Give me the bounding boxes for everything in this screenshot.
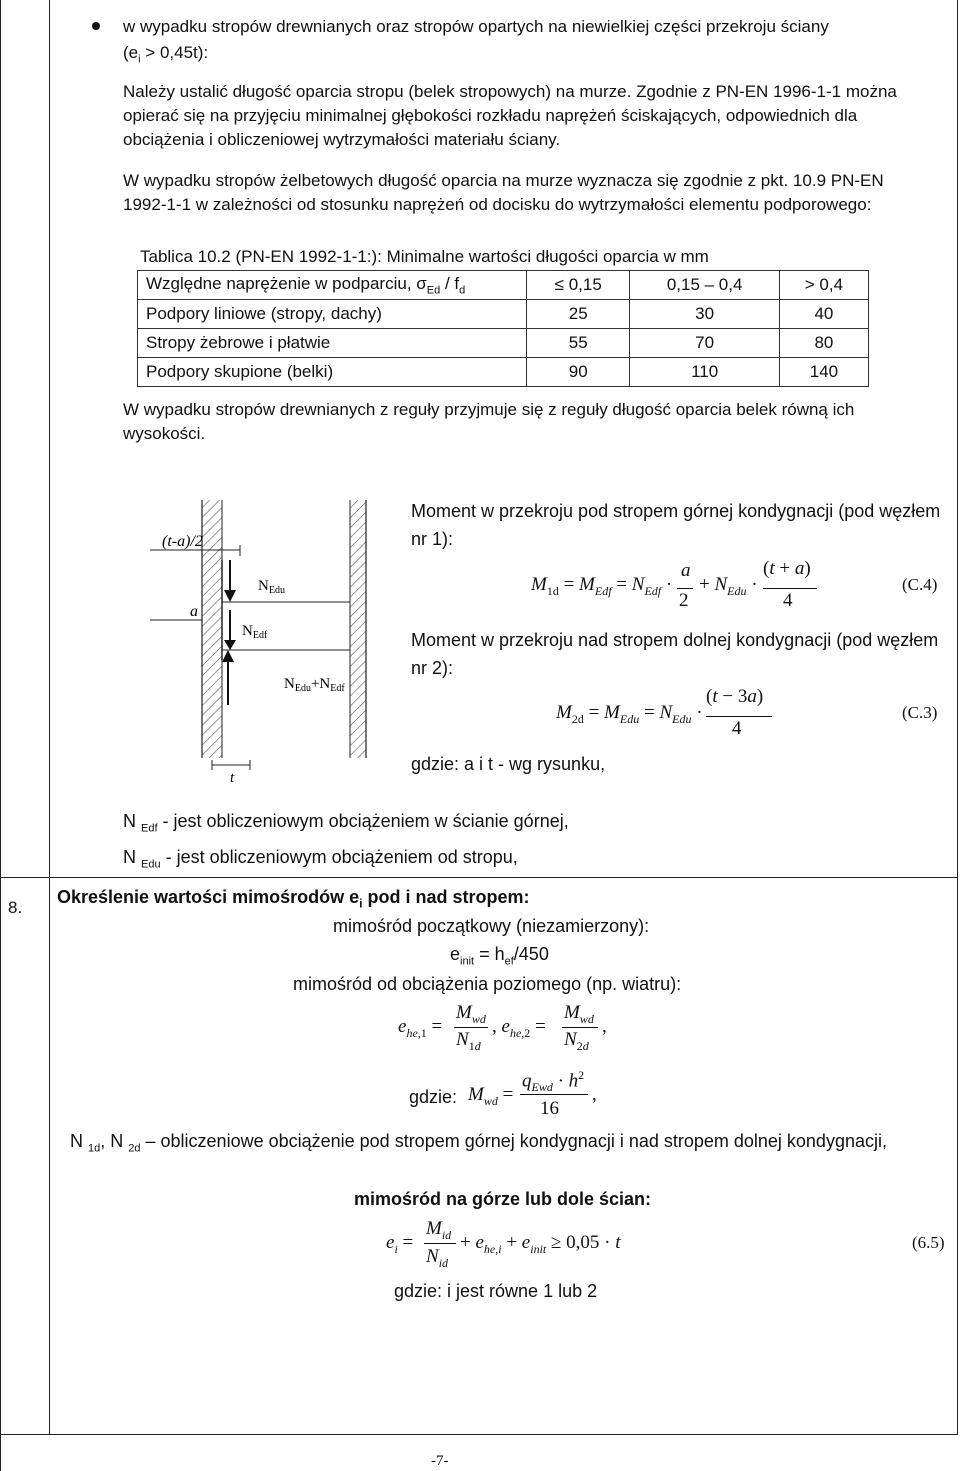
nedu-definition: N $_{Edu}$ - jest obliczeniowym obciążeniem od stropu, (123, 847, 518, 871)
bullet-line1: w wypadku stropów drewnianych oraz stropów opartych na niewielkiej części przekroju ściany (123, 17, 829, 36)
equation-65-number: (6.5) (912, 1233, 945, 1252)
moment2-title: Moment w przekroju nad stropem dolnej kondygnacji (pod węzłem nr 2): (411, 630, 939, 678)
label-nedu: $N_{Edu}$ (258, 578, 285, 596)
table-cell: 110 (630, 358, 779, 387)
table-row (138, 300, 869, 329)
table-header-cell: > 0,4 (779, 271, 868, 300)
arrow-nedu (224, 590, 236, 602)
top-bottom-eccentricity-title: mimośród na górze lub dole ścian: (354, 1189, 652, 1209)
equation-c4: $M_{1d} = M_{Edf} = N_{Edf}$ · a 2 + $N_{Edu}$ · (t + a) 4 (531, 560, 821, 620)
frame-right (957, 0, 958, 1435)
gdzie-mwd-label: gdzie: (409, 1087, 458, 1107)
gdzie-i: gdzie: i jest równe 1 lub 2 (394, 1281, 598, 1301)
label-a: a (190, 603, 198, 620)
bullet-line2: $(e_i > 0,45t)$: (123, 43, 209, 66)
equation-65: $e_i$ = $M_{id}$ $N_{id}$ + $e_{he,i} + e_{init} \ge 0,05 \cdot t$ (386, 1218, 621, 1270)
table-cell: 55 (527, 329, 630, 358)
table-cell: 30 (630, 300, 779, 329)
table-header-row (138, 271, 869, 300)
section8-title: Określenie wartości mimośrodów $e_i$ pod i nad stropem: (57, 887, 530, 911)
table-cell: 90 (527, 358, 630, 387)
table-cell: Podpory liniowe (stropy, dachy) (138, 300, 527, 329)
section-number: 8. (8, 898, 23, 917)
equation-ehe: $e_{he,1}$ = $M_{wd}$ $N_{1d}$ , $e_{he,2}$ = $M_{wd}$ $N_{2d}$ , (398, 1002, 607, 1053)
table-cell: 40 (779, 300, 868, 329)
support-length-table (137, 270, 869, 387)
wall-node-diagram (150, 490, 390, 790)
wall-hatch-left (202, 500, 222, 758)
label-sum: $N_{Edu}+N_{Edf}$ (284, 676, 345, 694)
einit-equation: $e_{init} = h_{ef}/450$ (450, 944, 549, 968)
label-nedf: $N_{Edf}$ (242, 623, 268, 641)
frame-bottom (0, 1434, 958, 1435)
label-t: t (230, 770, 235, 786)
page-number: -7- (431, 1453, 449, 1469)
table-cell: 25 (527, 300, 630, 329)
equation-c4-number: (C.4) (902, 575, 938, 594)
table-cell: 140 (779, 358, 868, 387)
moment1-title: Moment w przekroju pod stropem górnej kondygnacji (pod węzłem nr 1): (411, 501, 941, 549)
equation-c3: $M_{2d} = M_{Edu} = N_{Edu}$ · (t − 3a) 4 (556, 688, 796, 748)
equation-mwd: $M_{wd}$ = $q_{Ewd} \cdot h^2$ 16 , (468, 1068, 597, 1119)
table-header-cell: ≤ 0,15 (527, 271, 630, 300)
table-cell: Podpory skupione (belki) (138, 358, 527, 387)
initial-eccentricity-label: mimośród początkowy (niezamierzony): (333, 916, 650, 936)
paragraph-3: W wypadku stropów drewnianych z reguły przyjmuje się z reguły długość oparcia belek równą ich wysokości. (123, 400, 855, 443)
arrow-sum (222, 650, 234, 662)
nedf-definition: N $_{Edf}$ - jest obliczeniowym obciążeniem w ścianie górnej, (123, 811, 569, 835)
table-cell: 80 (779, 329, 868, 358)
bullet-dot (92, 22, 100, 30)
table-title: Tablica 10.2 (PN-EN 1992-1-1:): Minimalne wartości długości oparcia w mm (140, 247, 709, 266)
table-cell: Stropy żebrowe i płatwie (138, 329, 527, 358)
frame-col-divider (49, 0, 50, 1435)
wall-hatch-right (350, 500, 366, 758)
paragraph-1: Należy ustalić długość oparcia stropu (belek stropowych) na murze. Zgodnie z PN-EN 1996-1-1 można opierać się na przyjęciu minimalnej głębokości rozkładu naprężeń ściskających, odpowiednich dla obciążenia i obliczeniowej wytrzymałości materiału ściany. (123, 82, 897, 149)
label-t-minus-a-over-2: (t-a)/2 (162, 533, 203, 550)
table-row (138, 329, 869, 358)
table-header-cell: Względne naprężenie w podparciu, $\sigma_{Ed} / f_d$ (138, 271, 527, 300)
frame-row-divider (0, 877, 958, 878)
arrow-nedf (224, 640, 236, 650)
table-row (138, 358, 869, 387)
horizontal-eccentricity-label: mimośród od obciążenia poziomego (np. wiatru): (293, 974, 682, 994)
n1d-n2d-definition: N $_{1d}$, N $_{2d}$ – obliczeniowe obciążenie pod stropem górnej kondygnacji i nad stropem dolnej kondygnacji, (70, 1131, 887, 1155)
equation-c3-number: (C.3) (902, 703, 938, 722)
frame-left (0, 0, 1, 1471)
paragraph-2: W wypadku stropów żelbetowych długość oparcia na murze wyznacza się zgodnie z pkt. 10.9 PN-EN 1992-1-1 w zależności od stosunku naprężeń od docisku do wytrzymałości elementu podporowego: (123, 171, 884, 214)
table-header-cell: 0,15 – 0,4 (630, 271, 779, 300)
table-cell: 70 (630, 329, 779, 358)
gdzie-a-t: gdzie: a i t - wg rysunku, (411, 754, 606, 774)
